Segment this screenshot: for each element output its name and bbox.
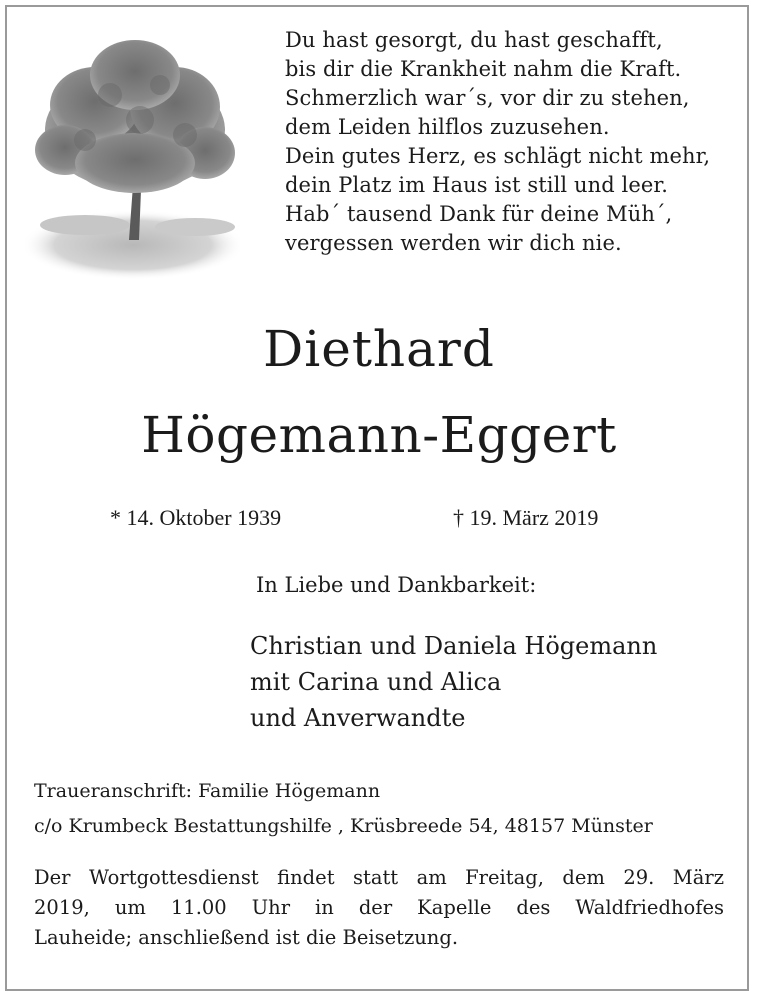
poem-line: Hab´ tausend Dank für deine Müh´, (285, 202, 673, 226)
poem-line: bis dir die Krankheit nahm die Kraft. (285, 57, 682, 81)
poem (285, 26, 745, 258)
address-line-2: c/o Krumbeck Bestattungshilfe , Krüsbreede 54, 48157 Münster (34, 815, 653, 837)
deceased-first-name: Diethard (263, 320, 495, 378)
poem-line: dein Platz im Haus ist still und leer. (285, 173, 669, 197)
service-line: 2019, um 11.00 Uhr in der Kapelle des Waldfriedhofes (34, 896, 724, 919)
mourner-line: mit Carina und Alica (250, 668, 502, 696)
poem-line: dem Leiden hilflos zuzusehen. (285, 115, 610, 139)
death-date: † 19. März 2019 (453, 505, 599, 530)
service-notice (34, 863, 724, 953)
birth-date: * 14. Oktober 1939 (110, 505, 282, 530)
mourner-line: Christian und Daniela Högemann (250, 632, 658, 660)
service-line: Der Wortgottesdienst findet statt am Freitag, dem 29. März (34, 866, 724, 889)
poem-line: Du hast gesorgt, du hast geschafft, (285, 28, 663, 52)
address-line-1: Traueranschrift: Familie Högemann (34, 780, 381, 802)
mourner-line: und Anverwandte (250, 704, 466, 732)
poem-line: vergessen werden wir dich nie. (285, 231, 622, 255)
mourners-intro: In Liebe und Dankbarkeit: (256, 573, 537, 597)
deceased-last-name: Högemann-Eggert (141, 406, 617, 464)
tree-icon (25, 35, 240, 285)
mourners-list (250, 628, 657, 736)
service-line: Lauheide; anschließend ist die Beisetzung. (34, 926, 459, 949)
poem-line: Schmerzlich war´s, vor dir zu stehen, (285, 86, 690, 110)
poem-line: Dein gutes Herz, es schlägt nicht mehr, (285, 144, 711, 168)
